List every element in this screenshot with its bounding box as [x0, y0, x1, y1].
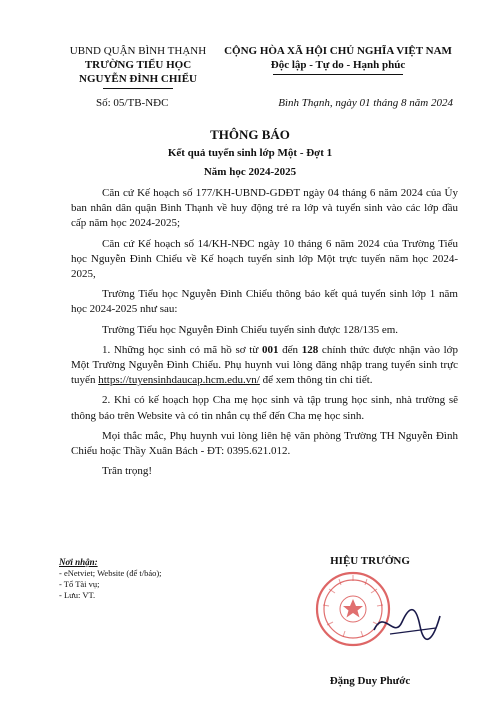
- document-subtitle: Kết quả tuyển sinh lớp Một - Đợt 1: [167, 147, 333, 159]
- country-name: CỘNG HÒA XÃ HỘI CHỦ NGHĨA VIỆT NAM: [224, 45, 452, 57]
- issuing-authority-header: [58, 44, 218, 89]
- signer-title: HIỆU TRƯỞNG: [330, 555, 410, 567]
- document-title: THÔNG BÁO: [210, 127, 290, 142]
- school-year: Năm học 2024-2025: [203, 166, 297, 178]
- paragraph-item-1: [71, 343, 458, 389]
- recipient-item: - Lưu: VT.: [59, 590, 96, 600]
- place-and-date: Bình Thạnh, ngày 01 tháng 8 năm 2024: [278, 97, 453, 109]
- paragraph-basis-2: Căn cứ Kế hoạch số 14/KH-NĐC ngày 10 tháng 6 năm 2024 của Trường Tiểu học Nguyễn Đình Chiểu về Kế hoạch tuyển sinh lớp Một trực tuyến năm học 2024-2025,: [71, 237, 458, 281]
- paragraph-item-2: 2. Khi có kế hoạch họp Cha mẹ học sinh và tập trung học sinh, nhà trường sẽ thông báo trên Website và có tin nhắn cụ thể đến Cha mẹ học sinh.: [71, 394, 458, 422]
- national-motto: Độc lập - Tự do - Hạnh phúc: [270, 59, 406, 71]
- item1-text-f: để xem thông tin chi tiết.: [259, 374, 373, 387]
- code-from: 001: [261, 343, 279, 356]
- paragraph-enrollment-count: Trường Tiểu học Nguyễn Đình Chiểu tuyển sinh được 128/135 em.: [102, 323, 399, 336]
- recipient-item: - Tổ Tài vụ;: [59, 579, 100, 589]
- recipients-label: Nơi nhận:: [59, 557, 98, 567]
- item1-text-a: 1. Những học sinh có mã hồ sơ từ: [102, 343, 262, 356]
- document-number: Số: 05/TB-NĐC: [96, 97, 169, 109]
- motto-underline: [273, 74, 403, 75]
- school-type: TRƯỜNG TIỂU HỌC: [84, 59, 192, 71]
- school-name: NGUYỄN ĐÌNH CHIỂU: [79, 73, 197, 85]
- item1-text-c: đến: [278, 343, 302, 356]
- signer-name: Đặng Duy Phước: [329, 675, 411, 687]
- enrollment-website-link[interactable]: https://tuyensinhdaucap.hcm.edu.vn/: [98, 374, 260, 387]
- document-body: [71, 186, 458, 484]
- paragraph-basis-1: Căn cứ Kế hoạch số 177/KH-UBND-GDĐT ngày 04 tháng 6 năm 2024 của Ủy ban nhân dân quận Bình Thạnh về huy động trẻ ra lớp và tuyển sinh vào các lớp đầu cấp năm học 2024-2025;: [71, 187, 458, 230]
- district-committee: UBND QUẬN BÌNH THẠNH: [69, 45, 207, 57]
- item1-text-e: chính thức được nhận vào lớp Một Trường Nguyễn Đình Chiểu. Phụ huynh vui lòng đăng nhập trang tuyển sinh trực tuyến: [71, 343, 459, 387]
- national-motto-header: [222, 44, 454, 75]
- paragraph-contact: Mọi thắc mắc, Phụ huynh vui lòng liên hệ văn phòng Trường TH Nguyễn Đình Chiểu hoặc Thầy Xuân Bách - ĐT: 0395.621.012.: [71, 429, 458, 458]
- code-to: 128: [301, 343, 319, 356]
- handwritten-signature-icon: [370, 600, 450, 650]
- recipients-block: [59, 557, 249, 601]
- header-underline: [103, 88, 173, 89]
- paragraph-closing: Trân trọng!: [102, 465, 153, 478]
- recipient-item: - eNetviet; Website (để t/báo);: [59, 568, 162, 578]
- paragraph-announcement: Trường Tiểu học Nguyễn Đình Chiểu thông báo kết quả tuyển sinh lớp 1 năm học 2024-2025 như sau:: [71, 288, 458, 316]
